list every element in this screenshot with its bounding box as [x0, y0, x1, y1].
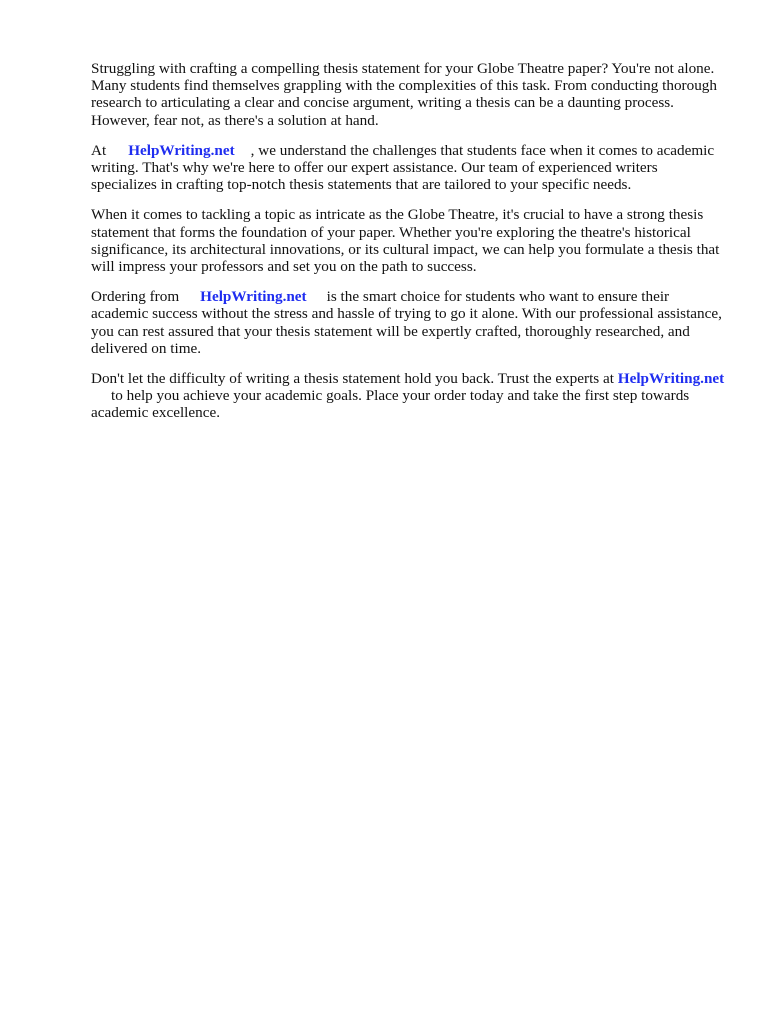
helpwriting-link[interactable]: HelpWriting.net [617, 370, 725, 388]
paragraph-ordering-lead: Ordering from [91, 288, 180, 306]
paragraph-topic: When it comes to tackling a topic as intricate as the Globe Theatre, it's crucial to have a strong thesis statement that forms the foundation of your paper. Whether you're exploring the theatre's historical significance, its architectural innovations, or its cultural impact, we can help you formulate a thesis that will impress your professors and set you on the path to success. [91, 206, 720, 276]
paragraph-about-text: , we understand the challenges that students face when it comes to academic writing. That's why we're here to offer our expert assistance. Our team of experienced writers specializes in crafting top-notch thesis statements that are tailored to your specific needs. [91, 141, 715, 194]
paragraph-intro: Struggling with crafting a compelling thesis statement for your Globe Theatre paper? You're not alone. Many students find themselves grappling with the complexities of this task. From conducting thorough research to articulating a clear and concise argument, writing a thesis can be a daunting process. However, fear not, as there's a solution at hand. [91, 60, 717, 129]
paragraph-ordering-text: is the smart choice for students who want to ensure their academic success without the stress and hassle of trying to go it alone. With our professional assistance, you can rest assured that your thesis statement will be expertly crafted, thoroughly researched, and delivered on time. [91, 288, 722, 357]
paragraph-closing-lead: Don't let the difficulty of writing a thesis statement hold you back. Trust the experts at [91, 370, 614, 388]
paragraph-about [91, 142, 726, 194]
document-body [91, 60, 726, 435]
paragraph-closing [91, 370, 726, 422]
paragraph-closing-text: to help you achieve your academic goals. Place your order today and take the first step towards academic excellence. [91, 387, 690, 422]
paragraph-ordering [91, 288, 726, 357]
helpwriting-link[interactable]: HelpWriting.net [128, 141, 235, 159]
paragraph-about-lead: At [91, 141, 107, 159]
helpwriting-link[interactable]: HelpWriting.net [200, 288, 307, 306]
